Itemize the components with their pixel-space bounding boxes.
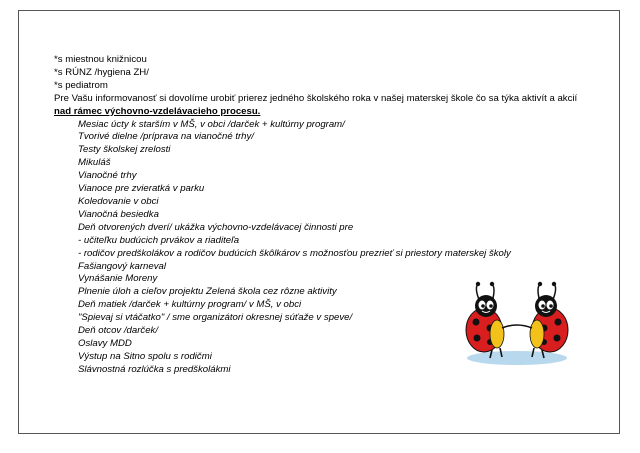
shadow-shape (467, 351, 567, 365)
activity-item: Deň otvorených dverí/ ukážka výchovno-vzdelávacej činnosti pre (78, 221, 354, 233)
activity-item: Výstup na Sitno spolu s rodičmi (78, 350, 212, 362)
activity-item: Oslavy MDD (78, 337, 132, 349)
activity-item: Deň otcov /darček/ (78, 325, 158, 337)
activity-item: Mikuláš (78, 157, 111, 169)
activity-item: - učiteľku budúcich prvákov a riaditeľa (78, 234, 240, 246)
right-ladybug-icon (530, 282, 568, 358)
intro-emphasis: nad rámec výchovno-vzdelávacieho procesu. (54, 105, 261, 117)
activity-item: Vynášanie Moreny (78, 273, 158, 285)
activity-item: - rodičov predškolákov a rodičov budúcich škôlkárov s možnosťou prezrieť si priestory materskej školy (78, 247, 511, 259)
holding-hands-shape (502, 325, 532, 328)
activity-item: Tvorivé dielne /príprava na vianočné trhy/ (78, 131, 254, 143)
intro-text: Pre Vašu informovanosť si dovolíme urobiť prierez jedného školského roka v našej materskej škole čo sa týka aktivít a akcií (54, 92, 578, 104)
activity-item: "Spievaj si vtáčatko" / sme organizátori okresnej súťaže v speve/ (78, 312, 353, 324)
activity-item: Testy školskej zrelosti (78, 144, 171, 156)
activity-item: Vianočné trhy (78, 170, 137, 182)
cooperation-line: *s miestnou knižnicou (54, 54, 147, 65)
activity-item: Koledovanie v obci (78, 195, 159, 207)
activity-item: Vianočná besiedka (78, 208, 159, 220)
left-ladybug-icon (466, 282, 504, 358)
activity-item: Fašiangový karneval (78, 260, 166, 272)
activity-item: Plnenie úloh a cieľov projektu Zelená škola cez rôzne aktivity (78, 286, 337, 298)
ladybugs-illustration (462, 278, 572, 366)
cooperation-line: *s pediatrom (54, 79, 108, 91)
activity-item: Slávnostná rozlúčka s predškolákmi (78, 363, 231, 375)
activity-item: Mesiac úcty k starším v MŠ, v obci /darček + kultúrny program/ (78, 118, 345, 130)
cooperation-line: *s RÚNZ /hygiena ZH/ (54, 66, 149, 78)
activity-item: Vianoce pre zvieratká v parku (78, 183, 205, 195)
activity-item: Deň matiek /darček + kultúrny program/ v MŠ, v obci (78, 299, 302, 311)
